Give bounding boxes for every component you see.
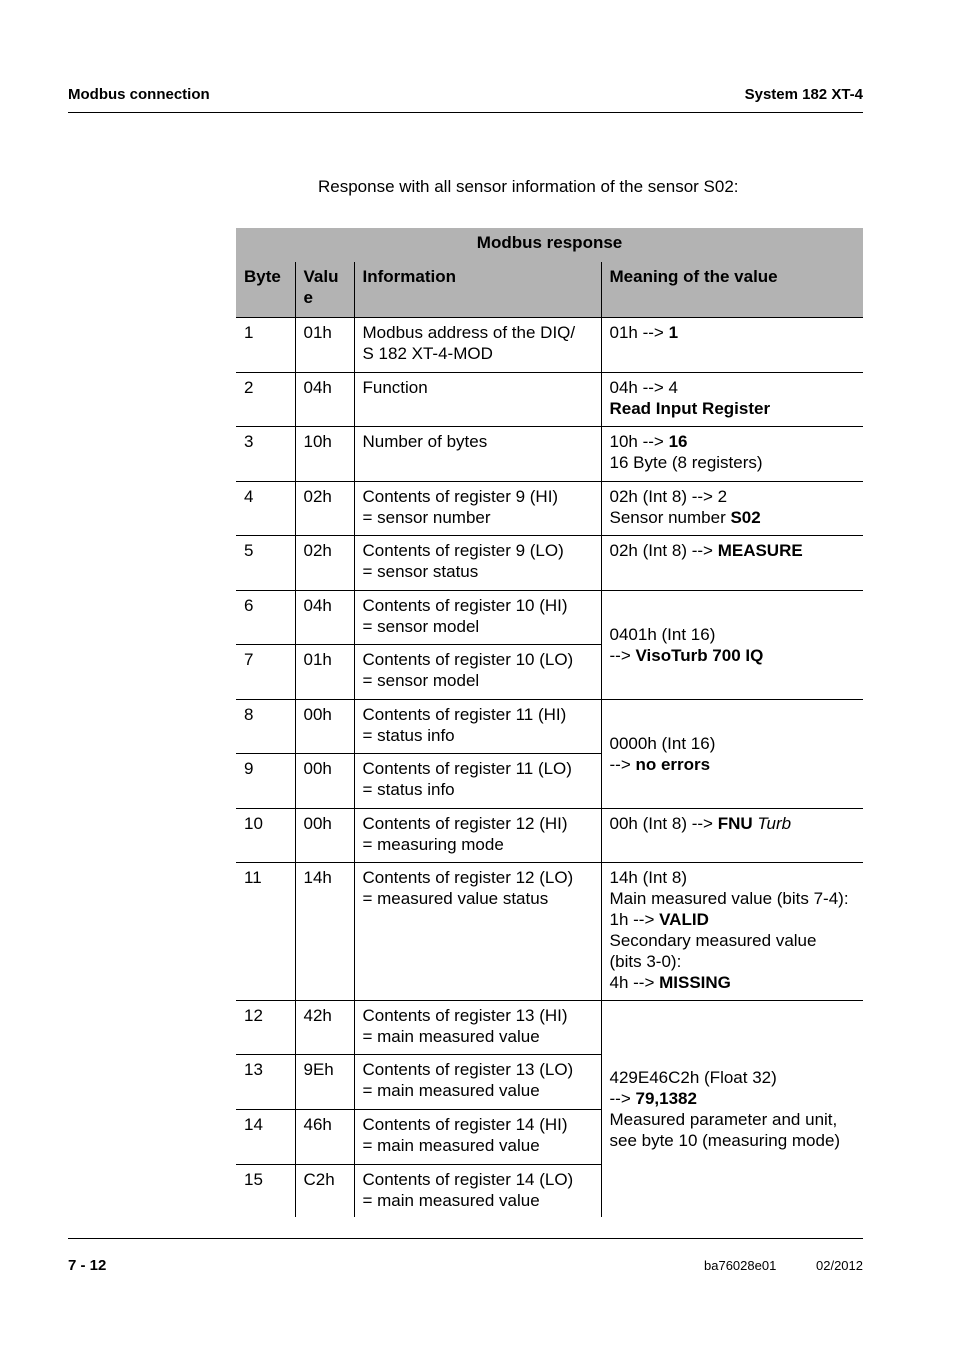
col-header-byte: Byte bbox=[236, 262, 295, 317]
meaning-emphasis: FNU bbox=[717, 813, 753, 833]
cell-meaning bbox=[601, 426, 863, 481]
meaning-line bbox=[610, 645, 856, 666]
information-line: = main measured value bbox=[362, 1080, 540, 1100]
meaning-line bbox=[610, 398, 856, 419]
cell-meaning-merged bbox=[601, 699, 863, 808]
cell-information bbox=[354, 808, 601, 862]
cell-value: 10h bbox=[295, 426, 354, 481]
meaning-text: 1h --> bbox=[609, 909, 660, 929]
page-number: 7 - 12 bbox=[68, 1257, 107, 1274]
meaning-line bbox=[610, 486, 856, 507]
cell-meaning-merged bbox=[601, 1000, 863, 1217]
col-header-meaning: Meaning of the value bbox=[601, 262, 863, 317]
meaning-emphasis: Read Input Register bbox=[609, 398, 771, 418]
information-line: Contents of register 13 (LO) bbox=[362, 1059, 574, 1079]
cell-byte: 3 bbox=[236, 426, 295, 481]
cell-information bbox=[354, 590, 601, 644]
information-line: Contents of register 11 (LO) bbox=[362, 758, 572, 778]
meaning-line bbox=[610, 972, 856, 993]
meaning-emphasis: MISSING bbox=[659, 972, 731, 992]
meaning-line bbox=[610, 322, 856, 343]
cell-byte: 2 bbox=[236, 372, 295, 426]
meaning-text: 04h --> 4 bbox=[609, 377, 679, 397]
table-row bbox=[236, 481, 863, 535]
table-row bbox=[236, 862, 863, 1000]
cell-byte: 4 bbox=[236, 481, 295, 535]
cell-byte: 1 bbox=[236, 317, 295, 372]
cell-information bbox=[354, 862, 601, 1000]
meaning-emphasis: no errors bbox=[635, 754, 711, 774]
meaning-parameter: Turb bbox=[757, 813, 792, 833]
meaning-line bbox=[610, 813, 856, 834]
meaning-line bbox=[610, 951, 856, 972]
information-line: = main measured value bbox=[362, 1135, 540, 1155]
information-line: Modbus address of the DIQ/ bbox=[362, 322, 576, 342]
meaning-text: 16 Byte (8 registers) bbox=[609, 452, 763, 472]
col-header-information: Information bbox=[354, 262, 601, 317]
cell-value: 46h bbox=[295, 1109, 354, 1164]
information-line: Contents of register 14 (HI) bbox=[362, 1114, 568, 1134]
meaning-line bbox=[610, 867, 856, 888]
footer-rule bbox=[68, 1238, 863, 1239]
meaning-emphasis: VALID bbox=[659, 909, 709, 929]
meaning-text: 0000h (Int 16) bbox=[609, 733, 716, 753]
information-line: Contents of register 12 (HI) bbox=[362, 813, 568, 833]
table-row bbox=[236, 372, 863, 426]
meaning-line bbox=[610, 452, 856, 473]
meaning-text: 01h --> bbox=[609, 322, 669, 342]
cell-byte: 13 bbox=[236, 1054, 295, 1109]
information-line: Contents of register 9 (LO) bbox=[362, 540, 564, 560]
meaning-emphasis: 16 bbox=[668, 431, 688, 451]
information-line: Contents of register 14 (LO) bbox=[362, 1169, 574, 1189]
cell-information bbox=[354, 699, 601, 753]
meaning-emphasis: 1 bbox=[668, 322, 679, 342]
meaning-text: 10h --> bbox=[609, 431, 669, 451]
cell-information bbox=[354, 753, 601, 808]
col-header-value bbox=[295, 262, 354, 317]
table-row bbox=[236, 590, 863, 644]
meaning-text: 02h (Int 8) --> bbox=[609, 540, 718, 560]
meaning-line bbox=[610, 377, 856, 398]
meaning-text: 429E46C2h (Float 32) bbox=[609, 1067, 777, 1087]
document-date: 02/2012 bbox=[816, 1258, 863, 1273]
cell-meaning bbox=[601, 535, 863, 590]
cell-value: 00h bbox=[295, 699, 354, 753]
modbus-response-table bbox=[236, 228, 863, 1217]
meaning-line bbox=[610, 930, 856, 951]
information-line: Contents of register 12 (LO) bbox=[362, 867, 574, 887]
information-line: Number of bytes bbox=[362, 431, 488, 451]
cell-meaning bbox=[601, 372, 863, 426]
cell-byte: 8 bbox=[236, 699, 295, 753]
cell-byte: 14 bbox=[236, 1109, 295, 1164]
meaning-text: (bits 3-0): bbox=[609, 951, 682, 971]
col-header-value-label: Valu e bbox=[303, 267, 339, 307]
cell-information bbox=[354, 1164, 601, 1217]
meaning-line bbox=[610, 909, 856, 930]
table-row bbox=[236, 1000, 863, 1054]
table-row bbox=[236, 317, 863, 372]
information-line: Contents of register 10 (HI) bbox=[362, 595, 568, 615]
meaning-emphasis: 79,1382 bbox=[635, 1088, 697, 1108]
table-row bbox=[236, 426, 863, 481]
cell-information bbox=[354, 1054, 601, 1109]
meaning-text: --> bbox=[609, 645, 636, 665]
information-line: = status info bbox=[362, 779, 455, 799]
cell-byte: 15 bbox=[244, 1169, 263, 1189]
cell-information bbox=[354, 426, 601, 481]
meaning-line bbox=[610, 888, 856, 909]
cell-value: 02h bbox=[295, 481, 354, 535]
meaning-text: 00h (Int 8) --> bbox=[609, 813, 718, 833]
cell-value: 00h bbox=[295, 808, 354, 862]
meaning-text: 14h (Int 8) bbox=[609, 867, 687, 887]
cell-value: 01h bbox=[295, 317, 354, 372]
meaning-emphasis: VisoTurb 700 IQ bbox=[635, 645, 764, 665]
meaning-emphasis: MEASURE bbox=[717, 540, 803, 560]
information-line: = measured value status bbox=[362, 888, 549, 908]
cell-byte: 5 bbox=[236, 535, 295, 590]
meaning-line bbox=[610, 1109, 856, 1130]
cell-information bbox=[354, 1109, 601, 1164]
cell-value: 42h bbox=[295, 1000, 354, 1054]
meaning-line bbox=[610, 1067, 856, 1088]
meaning-text: 0401h (Int 16) bbox=[609, 624, 716, 644]
information-line: = sensor status bbox=[362, 561, 479, 581]
information-line: Contents of register 10 (LO) bbox=[362, 649, 574, 669]
information-line: = sensor model bbox=[362, 616, 480, 636]
cell-information bbox=[354, 481, 601, 535]
information-line: = main measured value bbox=[362, 1026, 540, 1046]
cell-value: C2h bbox=[295, 1164, 354, 1217]
cell-value: 9Eh bbox=[295, 1054, 354, 1109]
cell-information bbox=[354, 535, 601, 590]
information-line: S 182 XT-4-MOD bbox=[362, 343, 493, 363]
cell-value: 14h bbox=[295, 862, 354, 1000]
cell-byte: 12 bbox=[236, 1000, 295, 1054]
meaning-line bbox=[610, 507, 856, 528]
table-title: Modbus response bbox=[236, 228, 863, 262]
information-line: = sensor model bbox=[362, 670, 480, 690]
cell-byte: 7 bbox=[236, 644, 295, 699]
meaning-line bbox=[610, 754, 856, 775]
meaning-text: see byte 10 (measuring mode) bbox=[609, 1130, 841, 1150]
meaning-text: Sensor number bbox=[609, 507, 731, 527]
meaning-emphasis: S02 bbox=[730, 507, 761, 527]
information-line: Contents of register 13 (HI) bbox=[362, 1005, 568, 1025]
cell-meaning bbox=[601, 808, 863, 862]
meaning-text: Main measured value (bits 7-4): bbox=[609, 888, 849, 908]
cell-information bbox=[354, 1000, 601, 1054]
cell-byte: 9 bbox=[236, 753, 295, 808]
information-line: Contents of register 9 (HI) bbox=[362, 486, 559, 506]
cell-meaning bbox=[601, 481, 863, 535]
meaning-line bbox=[610, 1088, 856, 1109]
meaning-text: 4h --> bbox=[609, 972, 660, 992]
meaning-line bbox=[610, 1130, 856, 1151]
meaning-line bbox=[610, 540, 856, 561]
cell-value: 04h bbox=[295, 590, 354, 644]
table-row bbox=[236, 808, 863, 862]
running-header-section: Modbus connection bbox=[68, 86, 210, 103]
information-line: = measuring mode bbox=[362, 834, 504, 854]
cell-value: 00h bbox=[295, 753, 354, 808]
meaning-text: 02h (Int 8) --> 2 bbox=[609, 486, 728, 506]
information-line: Function bbox=[362, 377, 428, 397]
meaning-text: --> bbox=[609, 1088, 636, 1108]
cell-byte: 11 bbox=[236, 862, 295, 1000]
cell-information bbox=[354, 644, 601, 699]
cell-value: 01h bbox=[295, 644, 354, 699]
cell-byte: 10 bbox=[236, 808, 295, 862]
cell-value: 02h bbox=[295, 535, 354, 590]
cell-byte: 6 bbox=[236, 590, 295, 644]
information-line: = sensor number bbox=[362, 507, 491, 527]
meaning-text: Secondary measured value bbox=[609, 930, 817, 950]
meaning-line bbox=[610, 733, 856, 754]
document-id: ba76028e01 bbox=[704, 1258, 777, 1273]
cell-meaning bbox=[601, 317, 863, 372]
cell-information bbox=[354, 317, 601, 372]
information-line: = main measured value bbox=[362, 1190, 540, 1210]
cell-information bbox=[354, 372, 601, 426]
cell-meaning bbox=[601, 862, 863, 1000]
table-row bbox=[236, 535, 863, 590]
cell-value: 04h bbox=[295, 372, 354, 426]
information-line: = status info bbox=[362, 725, 455, 745]
header-rule bbox=[68, 112, 863, 113]
table-row bbox=[236, 699, 863, 753]
cell-meaning-merged bbox=[601, 590, 863, 699]
information-line: Contents of register 11 (HI) bbox=[362, 704, 567, 724]
meaning-text: Measured parameter and unit, bbox=[609, 1109, 838, 1129]
meaning-text: --> bbox=[609, 754, 636, 774]
table-body bbox=[236, 317, 863, 1217]
intro-text: Response with all sensor information of the sensor S02: bbox=[318, 177, 739, 196]
meaning-line bbox=[610, 624, 856, 645]
meaning-line bbox=[610, 431, 856, 452]
running-header-product: System 182 XT-4 bbox=[744, 86, 863, 103]
